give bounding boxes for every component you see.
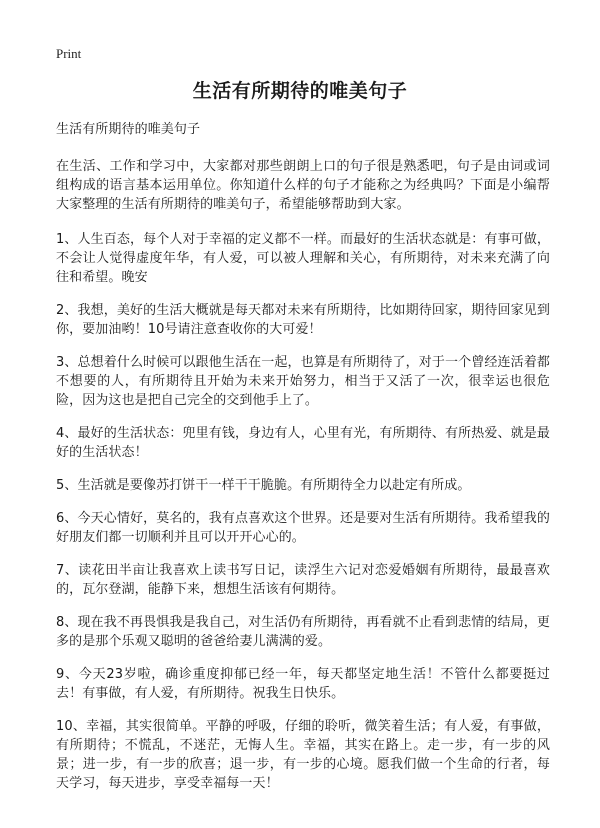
sentence-item-6: 6、今天心情好，莫名的，我有点喜欢这个世界。还是要对生活有所期待。我希望我的好朋友们都一切顺利并且可以开开心心的。 bbox=[56, 511, 550, 545]
sentence-item-3: 3、总想着什么时候可以跟他生活在一起，也算是有所期待了，对于一个曾经连活着都不想要的人，有所期待且开始为未来开始努力，相当于又活了一次，很幸运也很危险，因为这也是把自己完全的交到他手上了。 bbox=[56, 355, 550, 408]
document-subtitle: 生活有所期待的唯美句子 bbox=[56, 122, 201, 137]
sentence-item-7: 7、读花田半亩让我喜欢上读书写日记，读浮生六记对恋爱婚姻有所期待，最最喜欢的，瓦尔登湖，能静下来，想想生活该有何期待。 bbox=[56, 563, 550, 597]
sentence-item-2: 2、我想，美好的生活大概就是每天都对未来有所期待，比如期待回家，期待回家见到你，要加油哟！10号请注意查收你的大可爱！ bbox=[56, 303, 550, 337]
sentence-item-8: 8、现在我不再畏惧我是我自己，对生活仍有所期待，再看就不止看到悲情的结局，更多的是那个乐观又聪明的爸爸给妻儿满满的爱。 bbox=[56, 615, 550, 649]
sentence-item-10: 10、幸福，其实很简单。平静的呼吸，仔细的聆听，微笑着生活；有人爱，有事做，有所期待；不慌乱，不迷茫，无悔人生。幸福，其实在路上。走一步，有一步的风景；进一步，有一步的欣喜；退一步，有一步的心境。愿我们做一个生命的行者，每天学习，每天进步，享受幸福每一天！ bbox=[56, 719, 550, 791]
sentence-item-1: 1、人生百态，每个人对于幸福的定义都不一样。而最好的生活状态就是：有事可做，不会让人觉得虚度年华，有人爱，可以被人理解和关心，有所期待，对未来充满了向往和希望。晚安 bbox=[56, 232, 550, 285]
intro-paragraph: 在生活、工作和学习中，大家都对那些朗朗上口的句子很是熟悉吧，句子是由词或词组构成的语言基本运用单位。你知道什么样的句子才能称之为经典吗？下面是小编帮大家整理的生活有所期待的唯美句子，希望能够帮助到大家。 bbox=[56, 159, 550, 212]
sentence-item-4: 4、最好的生活状态：兜里有钱，身边有人，心里有光，有所期待、有所热爱、就是最好的生活状态！ bbox=[56, 426, 550, 460]
document-body bbox=[56, 120, 550, 807]
print-link[interactable]: Print bbox=[56, 46, 82, 61]
document-title: 生活有所期待的唯美句子 bbox=[192, 80, 408, 102]
sentence-item-5: 5、生活就是要像苏打饼干一样干干脆脆。有所期待全力以赴定有所成。 bbox=[56, 478, 471, 493]
sentence-item-9: 9、今天23岁啦，确诊重度抑郁已经一年，每天都坚定地生活！不管什么都要挺过去！有事做，有人爱，有所期待。祝我生日快乐。 bbox=[56, 667, 550, 701]
